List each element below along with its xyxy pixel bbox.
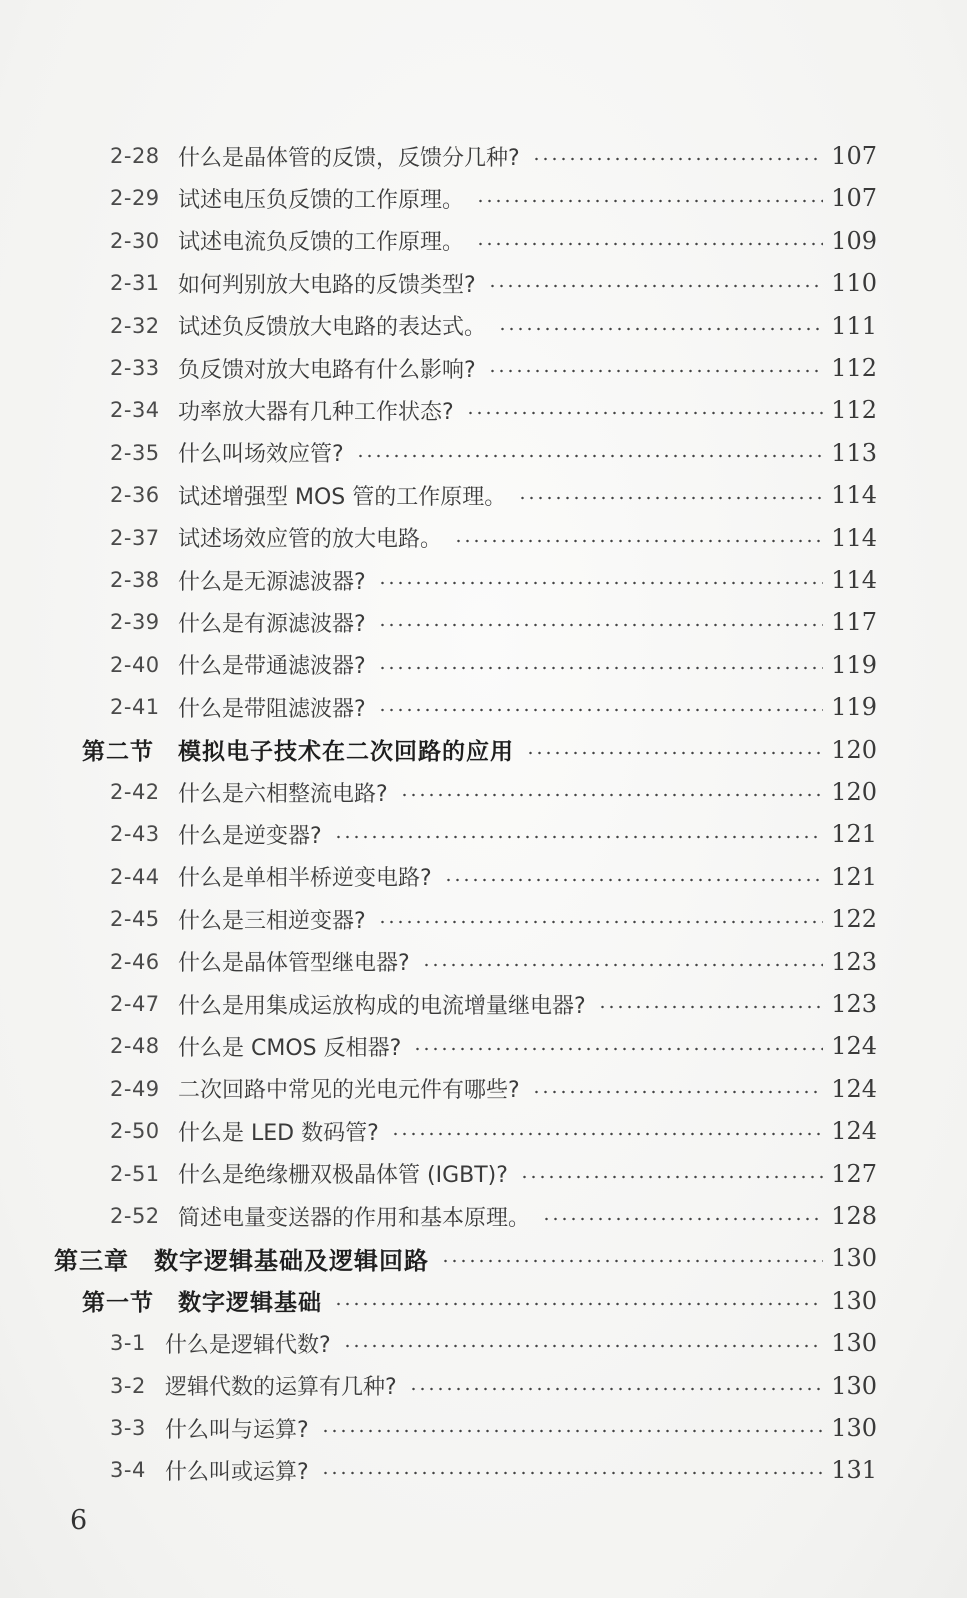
toc-entry-title: 负反馈对放大电路有什么影响?	[178, 357, 476, 383]
toc-entry-number: 2-33	[110, 356, 160, 380]
toc-entry-number: 2-50	[110, 1119, 160, 1144]
toc-entry-page: 114	[831, 481, 877, 510]
toc-entry-title: 如何判别放大电路的反馈类型?	[178, 272, 476, 298]
toc-entry[interactable]	[0, 686, 967, 728]
toc-entry-page: 119	[831, 693, 877, 722]
toc-entry-page: 130	[831, 1414, 877, 1442]
toc-entry-title: 试述电压负反馈的工作原理。	[178, 187, 465, 213]
leader-dots	[334, 835, 823, 839]
toc-entry[interactable]	[0, 1322, 967, 1364]
toc-entry[interactable]	[0, 517, 967, 559]
leader-dots	[466, 411, 823, 415]
toc-entry[interactable]	[0, 262, 967, 304]
toc-entry[interactable]	[0, 898, 967, 940]
toc-entry-page: 130	[831, 1329, 877, 1358]
toc-entry[interactable]	[0, 771, 967, 813]
toc-entry-number: 2-42	[110, 780, 160, 804]
toc-entry-title: 什么是六相整流电路?	[178, 781, 388, 807]
toc-entry-title: 什么是逻辑代数?	[165, 1332, 331, 1358]
leader-dots	[476, 242, 823, 246]
toc-entry-title: 什么是逆变器?	[178, 823, 322, 849]
toc-entry-title: 什么是 LED 数码管?	[178, 1120, 379, 1146]
toc-entry-page: 123	[831, 947, 877, 976]
leader-dots	[321, 1429, 823, 1433]
toc-entry-page: 112	[831, 396, 877, 425]
toc-entry-page: 109	[831, 226, 877, 255]
toc-entry-number: 2-35	[110, 440, 160, 465]
toc-entry[interactable]	[0, 1068, 967, 1110]
toc-entry-title: 什么是无源滤波器?	[178, 569, 366, 595]
toc-entry-title: 什么叫场效应管?	[178, 442, 344, 468]
toc-entry-number: 2-36	[110, 483, 160, 508]
toc-entry-number: 3-4	[110, 1458, 146, 1483]
toc-entry[interactable]	[0, 559, 967, 601]
toc-entry-page: 122	[831, 905, 877, 934]
toc-entry-number: 2-43	[110, 822, 160, 847]
toc-entry-number: 2-37	[110, 525, 160, 550]
leader-dots	[378, 920, 823, 924]
toc-entry[interactable]	[0, 474, 967, 516]
toc-entry-title: 试述电流负反馈的工作原理。	[178, 230, 465, 256]
toc-entry[interactable]	[0, 389, 967, 431]
toc-entry-page: 121	[831, 820, 877, 849]
toc-entry-page: 121	[831, 862, 877, 891]
toc-entry-page: 123	[831, 990, 877, 1018]
toc-entry[interactable]	[0, 601, 967, 643]
toc-entry-number: 2-44	[110, 864, 160, 889]
toc-entry-number: 2-28	[110, 144, 160, 168]
toc-entry[interactable]	[0, 1025, 967, 1067]
toc-entry[interactable]	[0, 1365, 967, 1407]
toc-entry-title: 什么是晶体管型继电器?	[178, 951, 410, 977]
leader-dots	[422, 963, 823, 967]
leader-dots	[532, 157, 823, 161]
toc-entry-title: 什么是晶体管的反馈，反馈分几种?	[178, 145, 520, 171]
toc-entry-page: 107	[831, 142, 877, 170]
toc-entry-page: 113	[831, 438, 877, 467]
leader-dots	[334, 1302, 823, 1306]
toc-entry-number: 3-1	[110, 1331, 146, 1356]
toc-entry[interactable]	[0, 432, 967, 474]
toc-entry-number: 2-38	[110, 568, 160, 592]
leader-dots	[518, 496, 823, 500]
toc-entry-number: 3-3	[110, 1416, 146, 1440]
leader-dots	[378, 666, 823, 670]
toc-entry[interactable]	[0, 1280, 967, 1322]
toc-entry-page: 114	[831, 523, 877, 552]
toc-entry-title: 二次回路中常见的光电元件有哪些?	[178, 1078, 520, 1104]
toc-entry[interactable]	[0, 135, 967, 177]
leader-dots	[526, 751, 823, 755]
toc-entry-number: 2-49	[110, 1076, 160, 1101]
toc-entry-number: 2-32	[110, 313, 160, 338]
toc-entry-number: 2-48	[110, 1034, 160, 1059]
leader-dots	[378, 708, 823, 712]
toc-entry-number: 2-47	[110, 992, 160, 1016]
leader-dots	[378, 581, 823, 585]
toc-entry-number: 2-45	[110, 907, 160, 932]
toc-entry-page: 107	[831, 184, 877, 213]
toc-entry-title: 什么是用集成运放构成的电流增量继电器?	[178, 993, 586, 1019]
leader-dots	[409, 1387, 823, 1391]
toc-entry-title: 简述电量变送器的作用和基本原理。	[178, 1205, 531, 1231]
toc-entry[interactable]	[0, 1237, 967, 1279]
toc-entry-title: 逻辑代数的运算有几种?	[165, 1375, 397, 1401]
toc-entry-title: 试述场效应管的放大电路。	[178, 527, 443, 553]
toc-entry[interactable]	[0, 1195, 967, 1237]
page-number: 6	[70, 1505, 88, 1536]
toc-entry-number: 2-29	[110, 186, 160, 211]
toc-entry-page: 120	[831, 735, 877, 764]
leader-dots	[454, 539, 823, 543]
toc-entry-page: 127	[831, 1159, 877, 1188]
toc-entry[interactable]	[0, 1110, 967, 1152]
toc-entry-number: 2-39	[110, 610, 160, 635]
leader-dots	[321, 1471, 823, 1475]
leader-dots	[542, 1217, 823, 1221]
toc-entry-page: 130	[831, 1371, 877, 1400]
toc-entry-title: 什么是单相半桥逆变电路?	[178, 866, 432, 892]
toc-entry-page: 117	[831, 608, 877, 637]
toc-entry-page: 130	[831, 1244, 877, 1273]
toc-entry-number: 2-40	[110, 652, 160, 677]
toc-entry-title: 试述增强型 MOS 管的工作原理。	[178, 484, 507, 510]
toc-entry[interactable]	[0, 813, 967, 855]
toc-entry[interactable]	[0, 220, 967, 262]
toc-entry-number: 2-34	[110, 398, 160, 423]
toc-entry-page: 124	[831, 1117, 877, 1146]
toc-entry-number: 2-41	[110, 695, 160, 720]
leader-dots	[488, 284, 823, 288]
leader-dots	[444, 878, 823, 882]
toc-entry[interactable]	[0, 729, 967, 771]
toc-entry-title: 什么是有源滤波器?	[178, 611, 366, 637]
toc-entry-page: 114	[831, 566, 877, 594]
toc-entry-number: 2-52	[110, 1204, 160, 1228]
toc-entry-title: 什么是带阻滤波器?	[178, 696, 366, 722]
toc-entry-title: 试述负反馈放大电路的表达式。	[178, 315, 487, 341]
toc-entry-number: 2-51	[110, 1161, 160, 1186]
toc-entry-page: 111	[831, 311, 877, 340]
leader-dots	[498, 327, 823, 331]
toc-entry-title: 第三章 数字逻辑基础及逻辑回路	[54, 1246, 429, 1275]
toc-entry-page: 130	[831, 1286, 877, 1315]
leader-dots	[356, 454, 823, 458]
toc-entry-page: 120	[831, 778, 877, 806]
leader-dots	[476, 199, 823, 203]
toc-entry[interactable]	[0, 644, 967, 686]
toc-entry[interactable]	[0, 1153, 967, 1195]
leader-dots	[598, 1005, 823, 1009]
leader-dots	[400, 793, 823, 797]
toc-entry-title: 第一节 数字逻辑基础	[82, 1290, 322, 1317]
toc-entry-number: 3-2	[110, 1373, 146, 1398]
toc-entry-page: 119	[831, 650, 877, 679]
toc-entry[interactable]	[0, 983, 967, 1025]
toc-entry-page: 124	[831, 1032, 877, 1061]
toc-entry-title: 什么是三相逆变器?	[178, 908, 366, 934]
toc-entry-page: 128	[831, 1202, 877, 1230]
toc-entry[interactable]	[0, 305, 967, 347]
toc-entry[interactable]	[0, 941, 967, 983]
toc-entry-title: 什么是 CMOS 反相器?	[178, 1035, 402, 1061]
toc-entry[interactable]	[0, 1407, 967, 1449]
toc-entry-title: 什么是绝缘栅双极晶体管 (IGBT)?	[178, 1163, 508, 1189]
leader-dots	[413, 1047, 823, 1051]
toc-entry[interactable]	[0, 856, 967, 898]
toc-entry[interactable]	[0, 347, 967, 389]
toc-entry-title: 什么叫与运算?	[165, 1417, 309, 1443]
toc-entry-page: 112	[831, 354, 877, 382]
toc-entry-number: 2-30	[110, 228, 160, 253]
toc-entry-number: 2-31	[110, 271, 160, 296]
toc-entry-title: 功率放大器有几种工作状态?	[178, 399, 454, 425]
toc-entry-page: 124	[831, 1074, 877, 1103]
leader-dots	[532, 1090, 823, 1094]
leader-dots	[391, 1132, 823, 1136]
leader-dots	[378, 623, 823, 627]
toc-entry-title: 第二节 模拟电子技术在二次回路的应用	[82, 739, 514, 766]
toc-entry[interactable]	[0, 1449, 967, 1491]
toc-entry-page: 110	[831, 269, 877, 298]
leader-dots	[343, 1344, 823, 1348]
leader-dots	[441, 1259, 823, 1263]
toc-entry-title: 什么是带通滤波器?	[178, 654, 366, 680]
toc-entry[interactable]	[0, 177, 967, 219]
toc-entry-page: 131	[831, 1456, 877, 1485]
leader-dots	[520, 1175, 823, 1179]
toc-entry-number: 2-46	[110, 949, 160, 974]
toc-entry-title: 什么叫或运算?	[165, 1459, 309, 1485]
leader-dots	[488, 369, 823, 373]
